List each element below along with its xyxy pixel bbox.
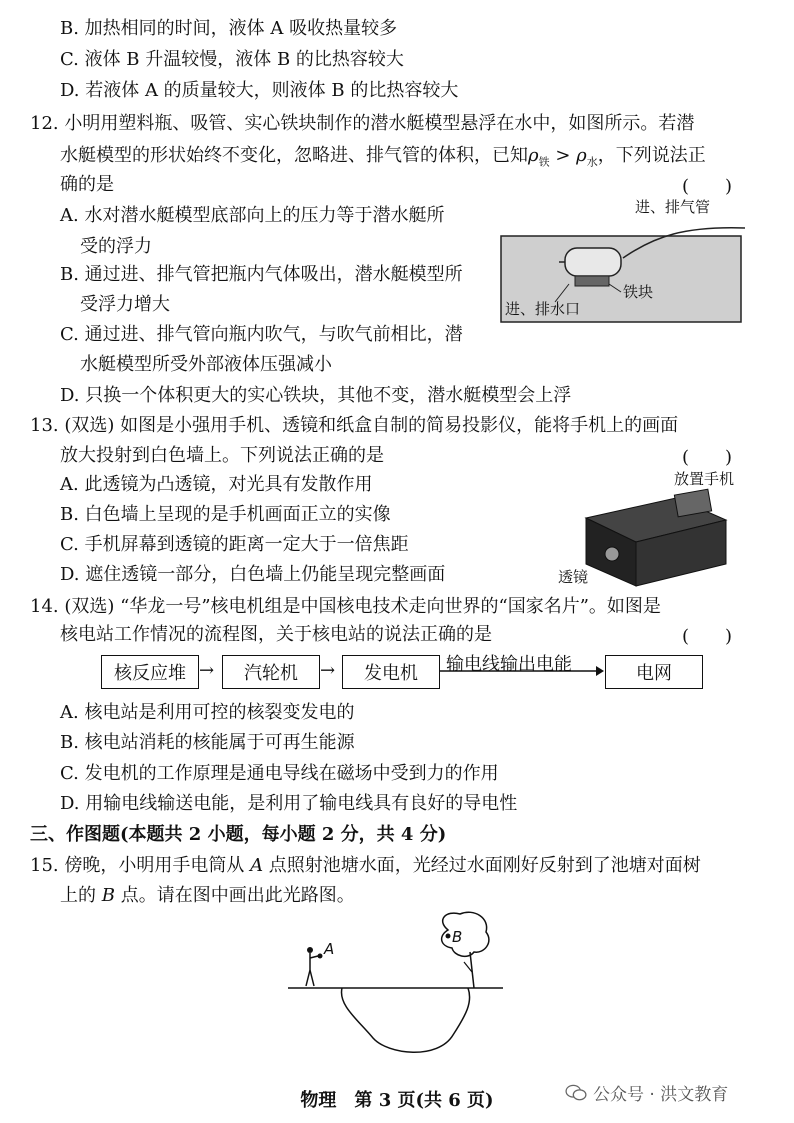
q12-option-d: D. 只换一个体积更大的实心铁块，其他不变，潜水艇模型会上浮 [60, 385, 572, 406]
iron-block [575, 276, 609, 286]
label-a: A [324, 940, 335, 958]
q11-option-c: C. 液体 B 升温较慢，液体 B 的比热容较大 [60, 49, 404, 70]
q11-option-b: B. 加热相同的时间，液体 A 吸收热量较多 [60, 18, 398, 39]
wechat-icon [565, 1084, 587, 1102]
q15-stem-line1b: 点照射池塘水面，光经过水面刚好反射到了池塘对面树 [263, 855, 701, 876]
q15-point-b: B [101, 885, 115, 906]
flow-arrow-2: → [320, 660, 336, 681]
flow-label: 输电线输出电能 [446, 654, 572, 675]
q12-option-a-line1: A. 水对潜水艇模型底部向上的压力等于潜水艇所 [60, 205, 445, 226]
bottle [565, 248, 621, 276]
q13-option-b: B. 白色墙上呈现的是手机画面正立的实像 [60, 504, 391, 525]
point-a [318, 954, 323, 959]
point-b [446, 934, 451, 939]
q15-stem-line2b: 点。请在图中画出此光路图。 [114, 885, 355, 906]
lens-icon [605, 547, 619, 561]
label-b: B [452, 928, 463, 946]
rho-iron: ρ [528, 145, 539, 166]
q13-option-c: C. 手机屏幕到透镜的距离一定大于一倍焦距 [60, 534, 409, 555]
watermark [565, 1080, 728, 1105]
rho-iron-sub: 铁 [538, 155, 550, 169]
q15-stem-line1 [30, 853, 701, 879]
q12-answer-paren: ( ) [682, 176, 733, 197]
q12-stem-line1: 12. 小明用塑料瓶、吸管、实心铁块制作的潜水艇模型悬浮在水中，如图所示。若潜 [30, 113, 695, 134]
flow-turbine-box: 汽轮机 [222, 655, 320, 689]
q14-option-d: D. 用输电线输送电能，是利用了输电线具有良好的导电性 [60, 793, 518, 814]
q13-option-d: D. 遮住透镜一部分，白色墙上仍能呈现完整画面 [60, 564, 446, 585]
q12-option-b-line2: 受浮力增大 [80, 294, 170, 315]
label-lens: 透镜 [558, 568, 589, 586]
q12-stem-line3: 确的是 [60, 174, 114, 195]
projector-figure [556, 468, 756, 588]
q12-option-b-line1: B. 通过进、排气管把瓶内气体吸出，潜水艇模型所 [60, 264, 463, 285]
q13-answer-paren: ( ) [682, 447, 733, 468]
q15-stem-line2a: 上的 [60, 885, 102, 906]
submarine-figure [495, 196, 755, 326]
q12-option-c-line1: C. 通过进、排气管向瓶内吹气，与吹气前相比，潜 [60, 324, 463, 345]
q12-stem-line2 [60, 143, 706, 176]
q12-stem-line2b: ，下列说法正 [597, 145, 706, 166]
flow-arrow-long [440, 664, 604, 678]
q14-stem-line1: 14. (双选) “华龙一号”核电机组是中国核电技术走向世界的“国家名片”。如图是 [30, 596, 661, 617]
q14-stem-line2: 核电站工作情况的流程图，关于核电站的说法正确的是 [60, 624, 492, 645]
rho-water: ρ [576, 145, 587, 166]
rho-water-sub: 水 [586, 155, 598, 169]
q13-stem-line2: 放大投射到白色墙上。下列说法正确的是 [60, 445, 384, 466]
flow-arrow-1: → [199, 660, 215, 681]
person-head [307, 947, 313, 953]
greater-than: > [549, 145, 577, 166]
flow-reactor-box: 核反应堆 [101, 655, 199, 689]
q15-point-a: A [250, 855, 264, 876]
label-outlet: 进、排水口 [505, 300, 581, 318]
q12-option-a-line2: 受的浮力 [80, 236, 152, 257]
label-iron: 铁块 [623, 283, 654, 301]
q11-option-d: D. 若液体 A 的质量较大，则液体 B 的比热容较大 [60, 80, 459, 101]
watermark-text: 公众号 · 洪文教育 [593, 1085, 729, 1105]
q14-option-a: A. 核电站是利用可控的核裂变发电的 [60, 702, 355, 723]
q14-answer-paren: ( ) [682, 626, 733, 647]
q15-stem-line2 [60, 883, 355, 909]
flow-generator-box: 发电机 [342, 655, 440, 689]
flow-grid-box: 电网 [605, 655, 703, 689]
q15-stem-line1a: 15. 傍晚，小明用手电筒从 [30, 855, 251, 876]
q14-option-c: C. 发电机的工作原理是通电导线在磁场中受到力的作用 [60, 763, 499, 784]
label-phone: 放置手机 [674, 470, 735, 488]
q14-option-b: B. 核电站消耗的核能属于可再生能源 [60, 732, 355, 753]
q13-option-a: A. 此透镜为凸透镜，对光具有发散作用 [60, 474, 373, 495]
q12-option-c-line2: 水艇模型所受外部液体压强减小 [80, 354, 332, 375]
pond-outline [341, 988, 469, 1052]
page-footer: 物理 第 3 页(共 6 页) [300, 1090, 494, 1111]
q13-stem-line1: 13. (双选) 如图是小强用手机、透镜和纸盒自制的简易投影仪，能将手机上的画面 [30, 415, 679, 436]
label-pipe: 进、排气管 [635, 198, 711, 216]
section-heading: 三、作图题(本题共 2 小题，每小题 2 分，共 4 分) [30, 824, 447, 845]
pond-figure [288, 910, 518, 1070]
q12-stem-line2a: 水艇模型的形状始终不变化，忽略进、排气管的体积，已知 [60, 145, 528, 166]
